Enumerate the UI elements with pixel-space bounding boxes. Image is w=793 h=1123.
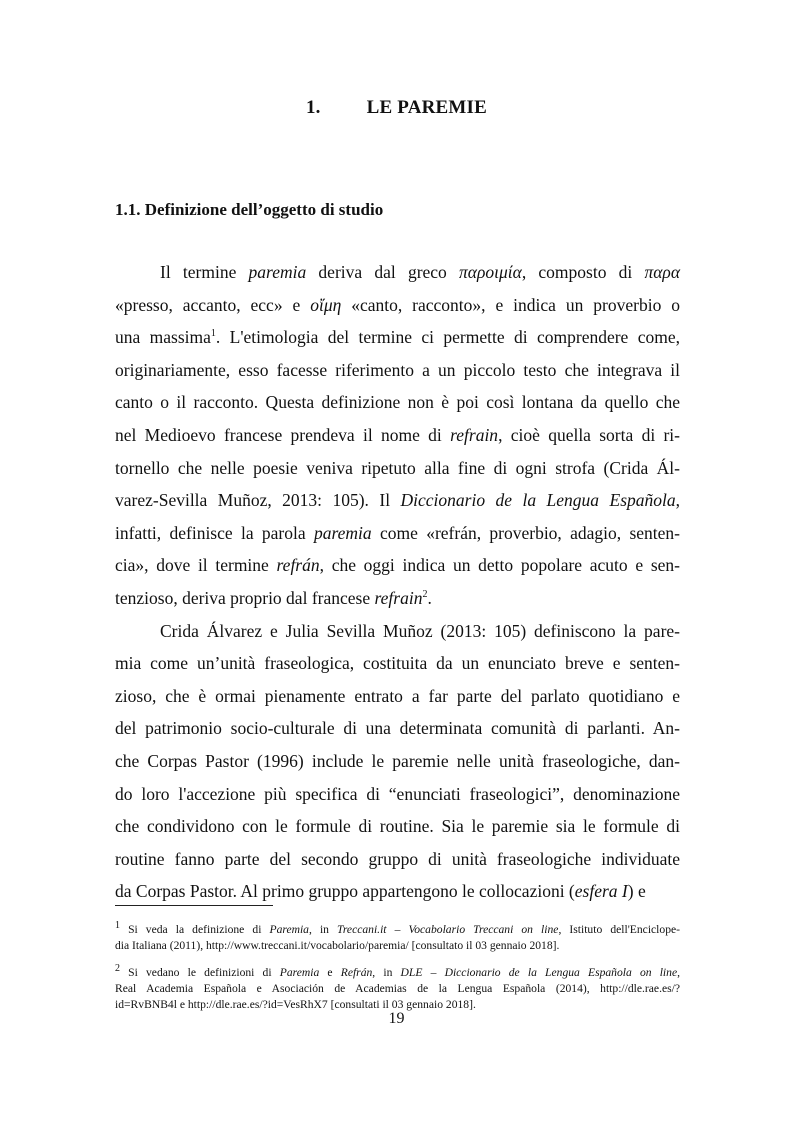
text-line: da Corpas Pastor. Al primo gruppo appartengono le collocazioni (esfera I) e [115,881,646,902]
italic-term: paremia [248,262,307,282]
text-line: varez-Sevilla Muñoz, 2013: 105). Il Diccionario de la Lengua Española, [115,490,680,511]
text-line: tornello che nelle poesie veniva ripetuto alla fine di ogni strofa (Crida Ál- [115,457,680,478]
italic-term: Paremia [269,922,309,936]
footnote-ref[interactable]: 2 [115,963,120,975]
text-line: nel Medioevo francese prendeva il nome di refrain, cioè quella sorta di ri- [115,424,681,445]
footnotes [115,910,680,1025]
text-line: che Corpas Pastor (1996) include le paremie nelle unità fraseologiche, dan- [115,750,680,771]
text-line: id=RvBNB4l e http://dle.rae.es/?id=VesRhX7 [consultati il 03 gennaio 2018]. [115,998,476,1012]
paragraph [115,615,680,908]
text-line: «presso, accanto, ecc» e οἴμη «canto, racconto», e indica un proverbio o [115,294,681,315]
italic-term: παρα [644,262,681,282]
text-line: una massima$^1$. L'etimologia del termine ci permette di comprendere come, [115,327,680,348]
footnote-separator [115,905,273,906]
text-line: del patrimonio socio-culturale di una determinata comunità di parlanti. An- [115,718,680,739]
text-line: routine fanno parte del secondo gruppo di unità fraseologiche individuate [115,848,680,869]
text-line: Crida Álvarez e Julia Sevilla Muñoz (2013: 105) definiscono la pare- [160,620,680,641]
text-line: do loro l'accezione più specifica di “enunciati fraseologici”, denominazione [115,783,680,804]
chapter-heading [0,97,793,119]
footnote [115,965,680,1013]
italic-term: paremia [313,522,372,543]
italic-term: Paremia [279,966,320,980]
italic-term: παροιμία [459,262,522,282]
text-line: canto o il racconto. Questa definizione non è poi così lontana da quello che [115,392,680,413]
footnote-ref[interactable]: 1 [210,328,216,340]
chapter-number: 1. [305,97,321,118]
italic-term: refrain [374,587,423,608]
text-line: Il termine paremia deriva dal greco παροιμία, composto di παρα [160,262,681,282]
text-line: originariamente, esso facesse riferimento a un piccolo testo che integrava il [115,359,680,380]
italic-term: Treccani.it – Vocabolario Treccani on line [337,922,559,936]
footnote-ref[interactable]: 2 [422,589,428,601]
footnote [115,919,681,954]
text-line: mia come un’unità fraseologica, costituita da un enunciato breve e senten- [115,653,680,674]
footnote-ref[interactable]: 1 [115,919,120,931]
text-line: dia Italiana (2011), http://www.treccani.it/vocabolario/paremia/ [consultato il 03 gennaio 2018]. [115,938,560,952]
chapter-title: LE PAREMIE [366,97,488,118]
italic-term: esfera I [574,881,628,902]
italic-term: οἴμη [310,294,342,315]
text-line: zioso, che è ormai pienamente entrato a far parte del parlato quotidiano e [115,685,680,706]
italic-term: Refrán [340,966,373,980]
italic-term: refrán [276,555,320,576]
italic-term: DLE – Diccionario de la Lengua Española on line [400,966,678,980]
text-line: $^1$ Si veda la definizione di Paremia, in Treccani.it – Vocabolario Treccani on line, Istituto dell'Enciclope- [115,919,681,936]
section-heading: 1.1. Definizione dell’oggetto di studio [115,200,384,219]
text-line: tenzioso, deriva proprio dal francese refrain$^2$. [115,587,432,608]
text-line: infatti, definisce la parola paremia come «refrán, proverbio, adagio, senten- [115,522,681,543]
text-line: cia», dove il termine refrán, che oggi indica un detto popolare acuto e sen- [115,555,680,576]
text-line: Real Academia Española e Asociación de Academias de la Lengua Española (2014), http://dle.rae.es/? [115,982,680,996]
page-number: 19 [388,1010,405,1027]
italic-term: refrain [450,424,499,445]
text-line: che condividono con le formule di routine. Sia le paremie sia le formule di [115,816,680,837]
italic-term: Diccionario de la Lengua Española [400,490,676,511]
paragraph [115,256,680,615]
text-line: $^2$ Si vedano le definizioni di Paremia e Refrán, in DLE – Diccionario de la Lengua Española on line, [115,963,681,980]
body-text [115,256,680,908]
